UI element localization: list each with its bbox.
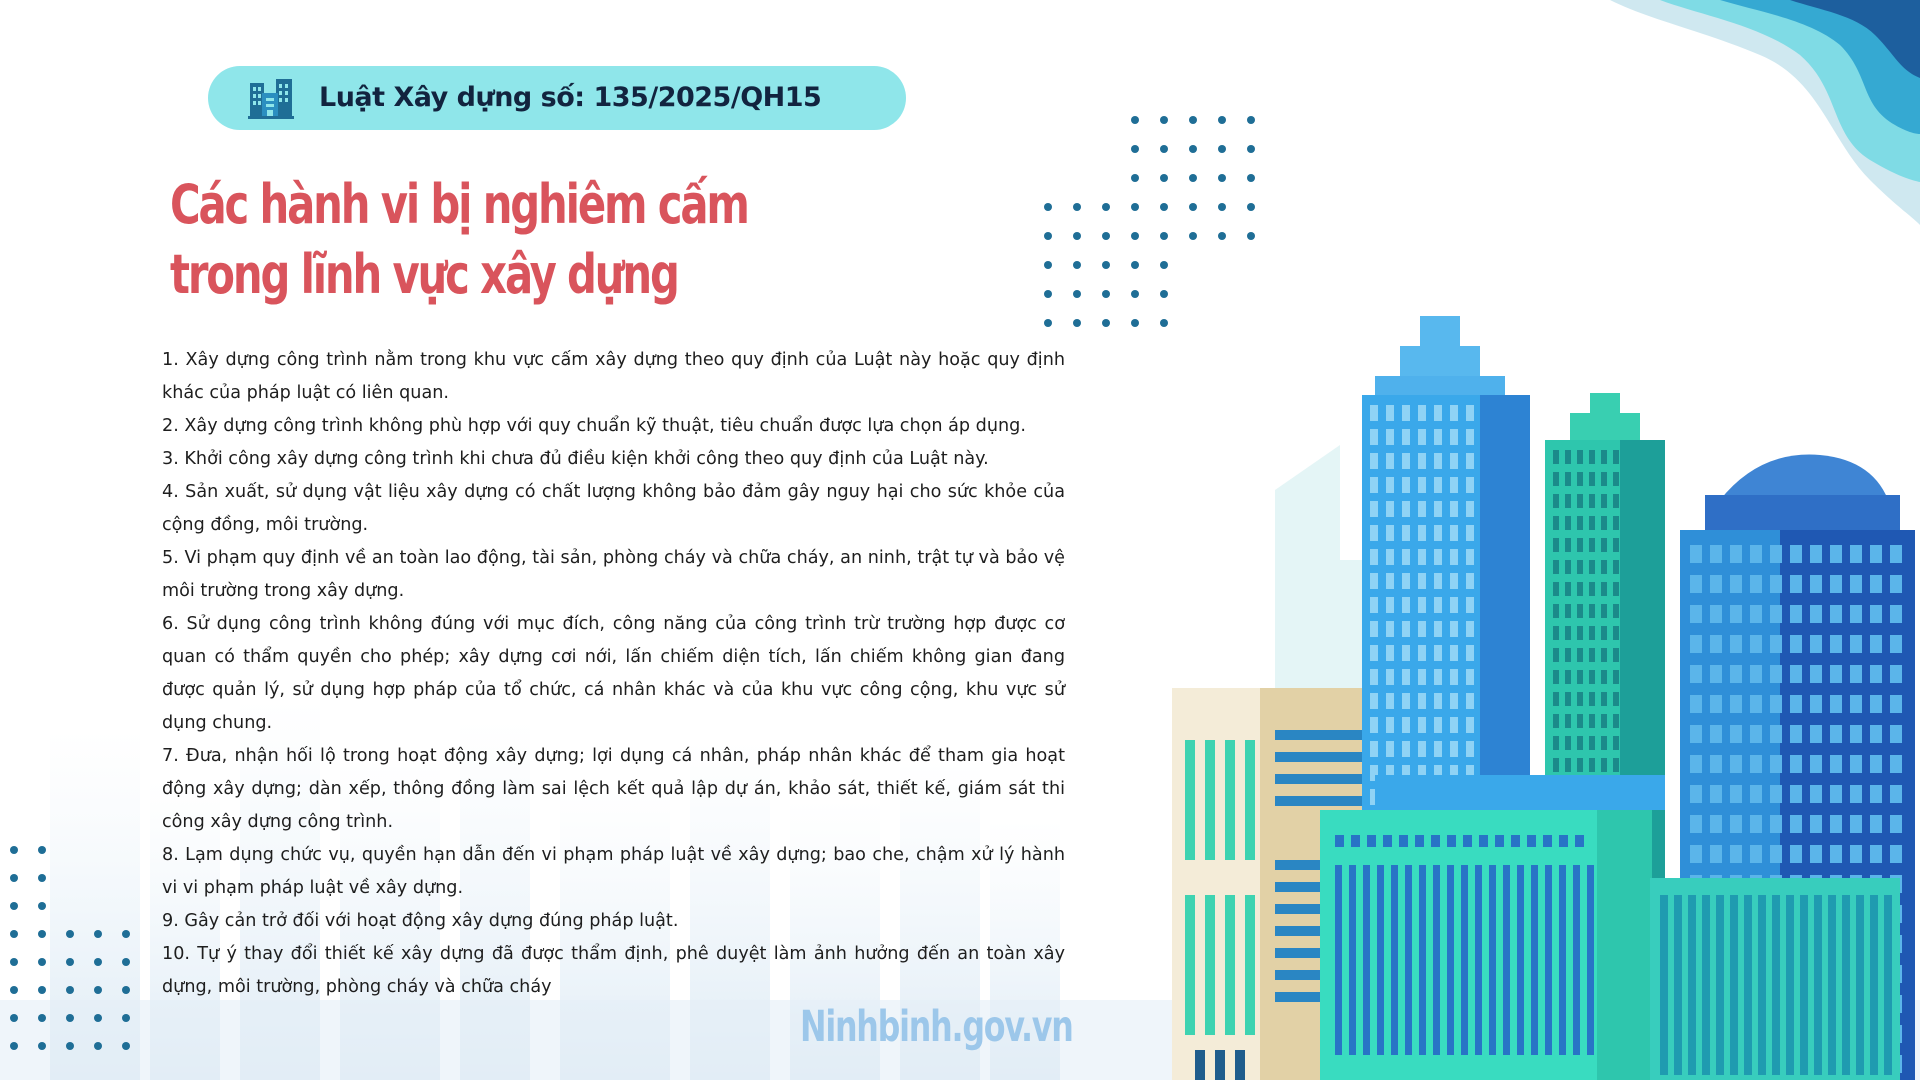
law-number-badge: [208, 66, 906, 130]
title-line-1: Các hành vi bị nghiêm cấm: [170, 173, 748, 236]
list-item: 1. Xây dựng công trình nằm trong khu vực cấm xây dựng theo quy định của Luật này hoặc quy định khác của pháp luật có liên quan.: [162, 350, 1065, 403]
list-item: 7. Đưa, nhận hối lộ trong hoạt động xây dựng; lợi dụng cá nhân, pháp nhân khác để tham gia hoạt động xây dựng; dàn xếp, thông đồng làm sai lệch kết quả lập dự án, khảo sát, thiết kế, giám sát thi công xây dựng công trình.: [162, 746, 1065, 832]
top-right-wave: [1610, 0, 1920, 225]
list-item: 4. Sản xuất, sử dụng vật liệu xây dựng có chất lượng không bảo đảm gây nguy hại cho sức khỏe của cộng đồng, môi trường.: [162, 482, 1065, 535]
page-title: [170, 170, 824, 310]
prohibited-acts-list: [162, 344, 1065, 1004]
list-item: 2. Xây dựng công trình không phù hợp với quy chuẩn kỹ thuật, tiêu chuẩn được lựa chọn áp dụng.: [162, 416, 1026, 436]
list-item: 3. Khởi công xây dựng công trình khi chưa đủ điều kiện khởi công theo quy định của Luật này.: [162, 449, 989, 469]
list-item: 10. Tự ý thay đổi thiết kế xây dựng đã được thẩm định, phê duyệt làm ảnh hưởng đến an toàn xây dựng, môi trường, phòng cháy và chữa cháy: [162, 944, 1065, 997]
list-item: 8. Lạm dụng chức vụ, quyền hạn dẫn đến vi phạm pháp luật về xây dựng; bao che, chậm xử lý hành vi vi phạm pháp luật về xây dựng.: [162, 845, 1065, 898]
front-right-tower: [1650, 878, 1900, 1080]
dot-grid-bottom-left: [0, 840, 140, 1060]
front-building: [1320, 775, 1665, 1080]
list-item: 9. Gây cản trở đối với hoạt động xây dựng đúng pháp luật.: [162, 911, 679, 931]
list-item: 6. Sử dụng công trình không đúng với mục đích, công năng của công trình trừ trường hợp được cơ quan có thẩm quyền cho phép; xây dựng cơi nới, lấn chiếm diện tích, lấn chiếm không gian đang được quản lý, sử dụng hợp pháp của tổ chức, cá nhân khác và của khu vực công cộng, khu vực sử dụng chung.: [162, 614, 1065, 733]
list-item: 5. Vi phạm quy định về an toàn lao động, tài sản, phòng cháy và chữa cháy, an ninh, trật tự và bảo vệ môi trường trong xây dựng.: [162, 548, 1065, 601]
law-number-text: Luật Xây dựng số: 135/2025/QH15: [319, 82, 822, 113]
dot-grid-top: [1030, 110, 1270, 330]
title-line-2: trong lĩnh vực xây dựng: [170, 243, 678, 306]
source-watermark: Ninhbinh.gov.vn: [800, 1002, 1073, 1052]
building-icon: [248, 77, 294, 119]
